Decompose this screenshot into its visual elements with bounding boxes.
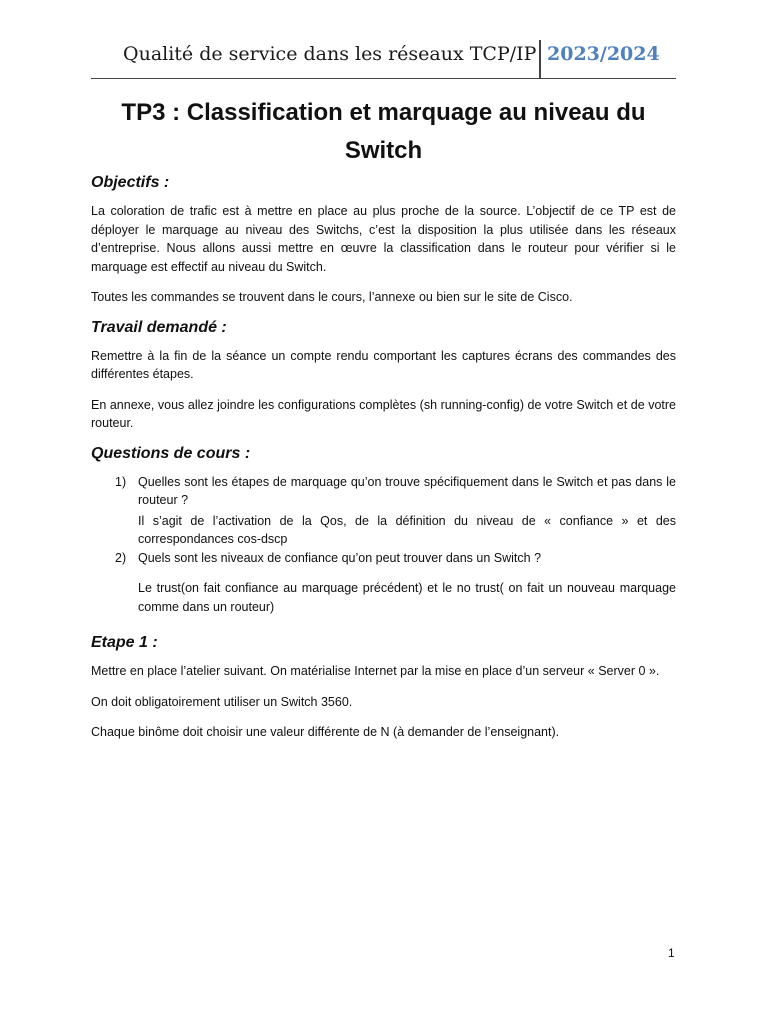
document-body [91, 174, 676, 754]
paragraph: En annexe, vous allez joindre les configurations complètes (sh running-config) de votre Switch et de votre routeur. [91, 397, 676, 430]
page-number: 1 [668, 946, 675, 960]
spacer [138, 567, 676, 577]
paragraph: Remettre à la fin de la séance un compte rendu comportant les captures écrans des commandes des différentes étapes. [91, 348, 676, 381]
question-text: Quelles sont les étapes de marquage qu’on trouve spécifiquement dans le Switch et pas dans le routeur ? [138, 474, 676, 507]
section-heading-questions: Questions de cours : [91, 444, 251, 462]
document-title: TP3 : Classification et marquage au niveau du Switch [121, 99, 646, 164]
paragraph: Chaque binôme doit choisir une valeur différente de N (à demander de l’enseignant). [91, 725, 560, 739]
paragraph: Toutes les commandes se trouvent dans le cours, l’annexe ou bien sur le site de Cisco. [91, 290, 573, 304]
list-item [91, 549, 676, 617]
list-number: 2) [115, 550, 127, 565]
paragraph: On doit obligatoirement utiliser un Switch 3560. [91, 694, 353, 709]
header-separator [539, 40, 541, 78]
section-heading-objectifs: Objectifs : [91, 174, 170, 191]
paragraph: Mettre en place l’atelier suivant. On matérialise Internet par la mise en place d’un serveur « Server 0 ». [91, 664, 660, 678]
list-item [91, 473, 676, 549]
paragraph: La coloration de trafic est à mettre en place au plus proche de la source. L’objectif de ce TP est de déployer le marquage au niveau des Switchs, c’est la disposition la plus utilisée dans les réseaux d’entreprise. Nous allons aussi mettre en œuvre la classification dans le routeur pour vérifier si le marquage est effectif au niveau du Switch. [91, 204, 676, 274]
header-year: 2023/2024 [547, 43, 660, 65]
section-heading-etape1: Etape 1 : [91, 634, 158, 651]
page-header [91, 40, 676, 79]
question-text: Quels sont les niveaux de confiance qu’on peut trouver dans un Switch ? [138, 550, 542, 565]
answer-text: Il s’agit de l’activation de la Qos, de la définition du niveau de « confiance » et des correspondances cos-dscp [138, 513, 676, 546]
list-number: 1) [115, 474, 127, 489]
header-title: Qualité de service dans les réseaux TCP/IP [123, 43, 537, 65]
answer-text: Le trust(on fait confiance au marquage précédent) et le no trust( on fait un nouveau marquage comme dans un routeur) [138, 581, 676, 614]
questions-list [91, 473, 676, 617]
section-heading-travail: Travail demandé : [91, 318, 227, 336]
